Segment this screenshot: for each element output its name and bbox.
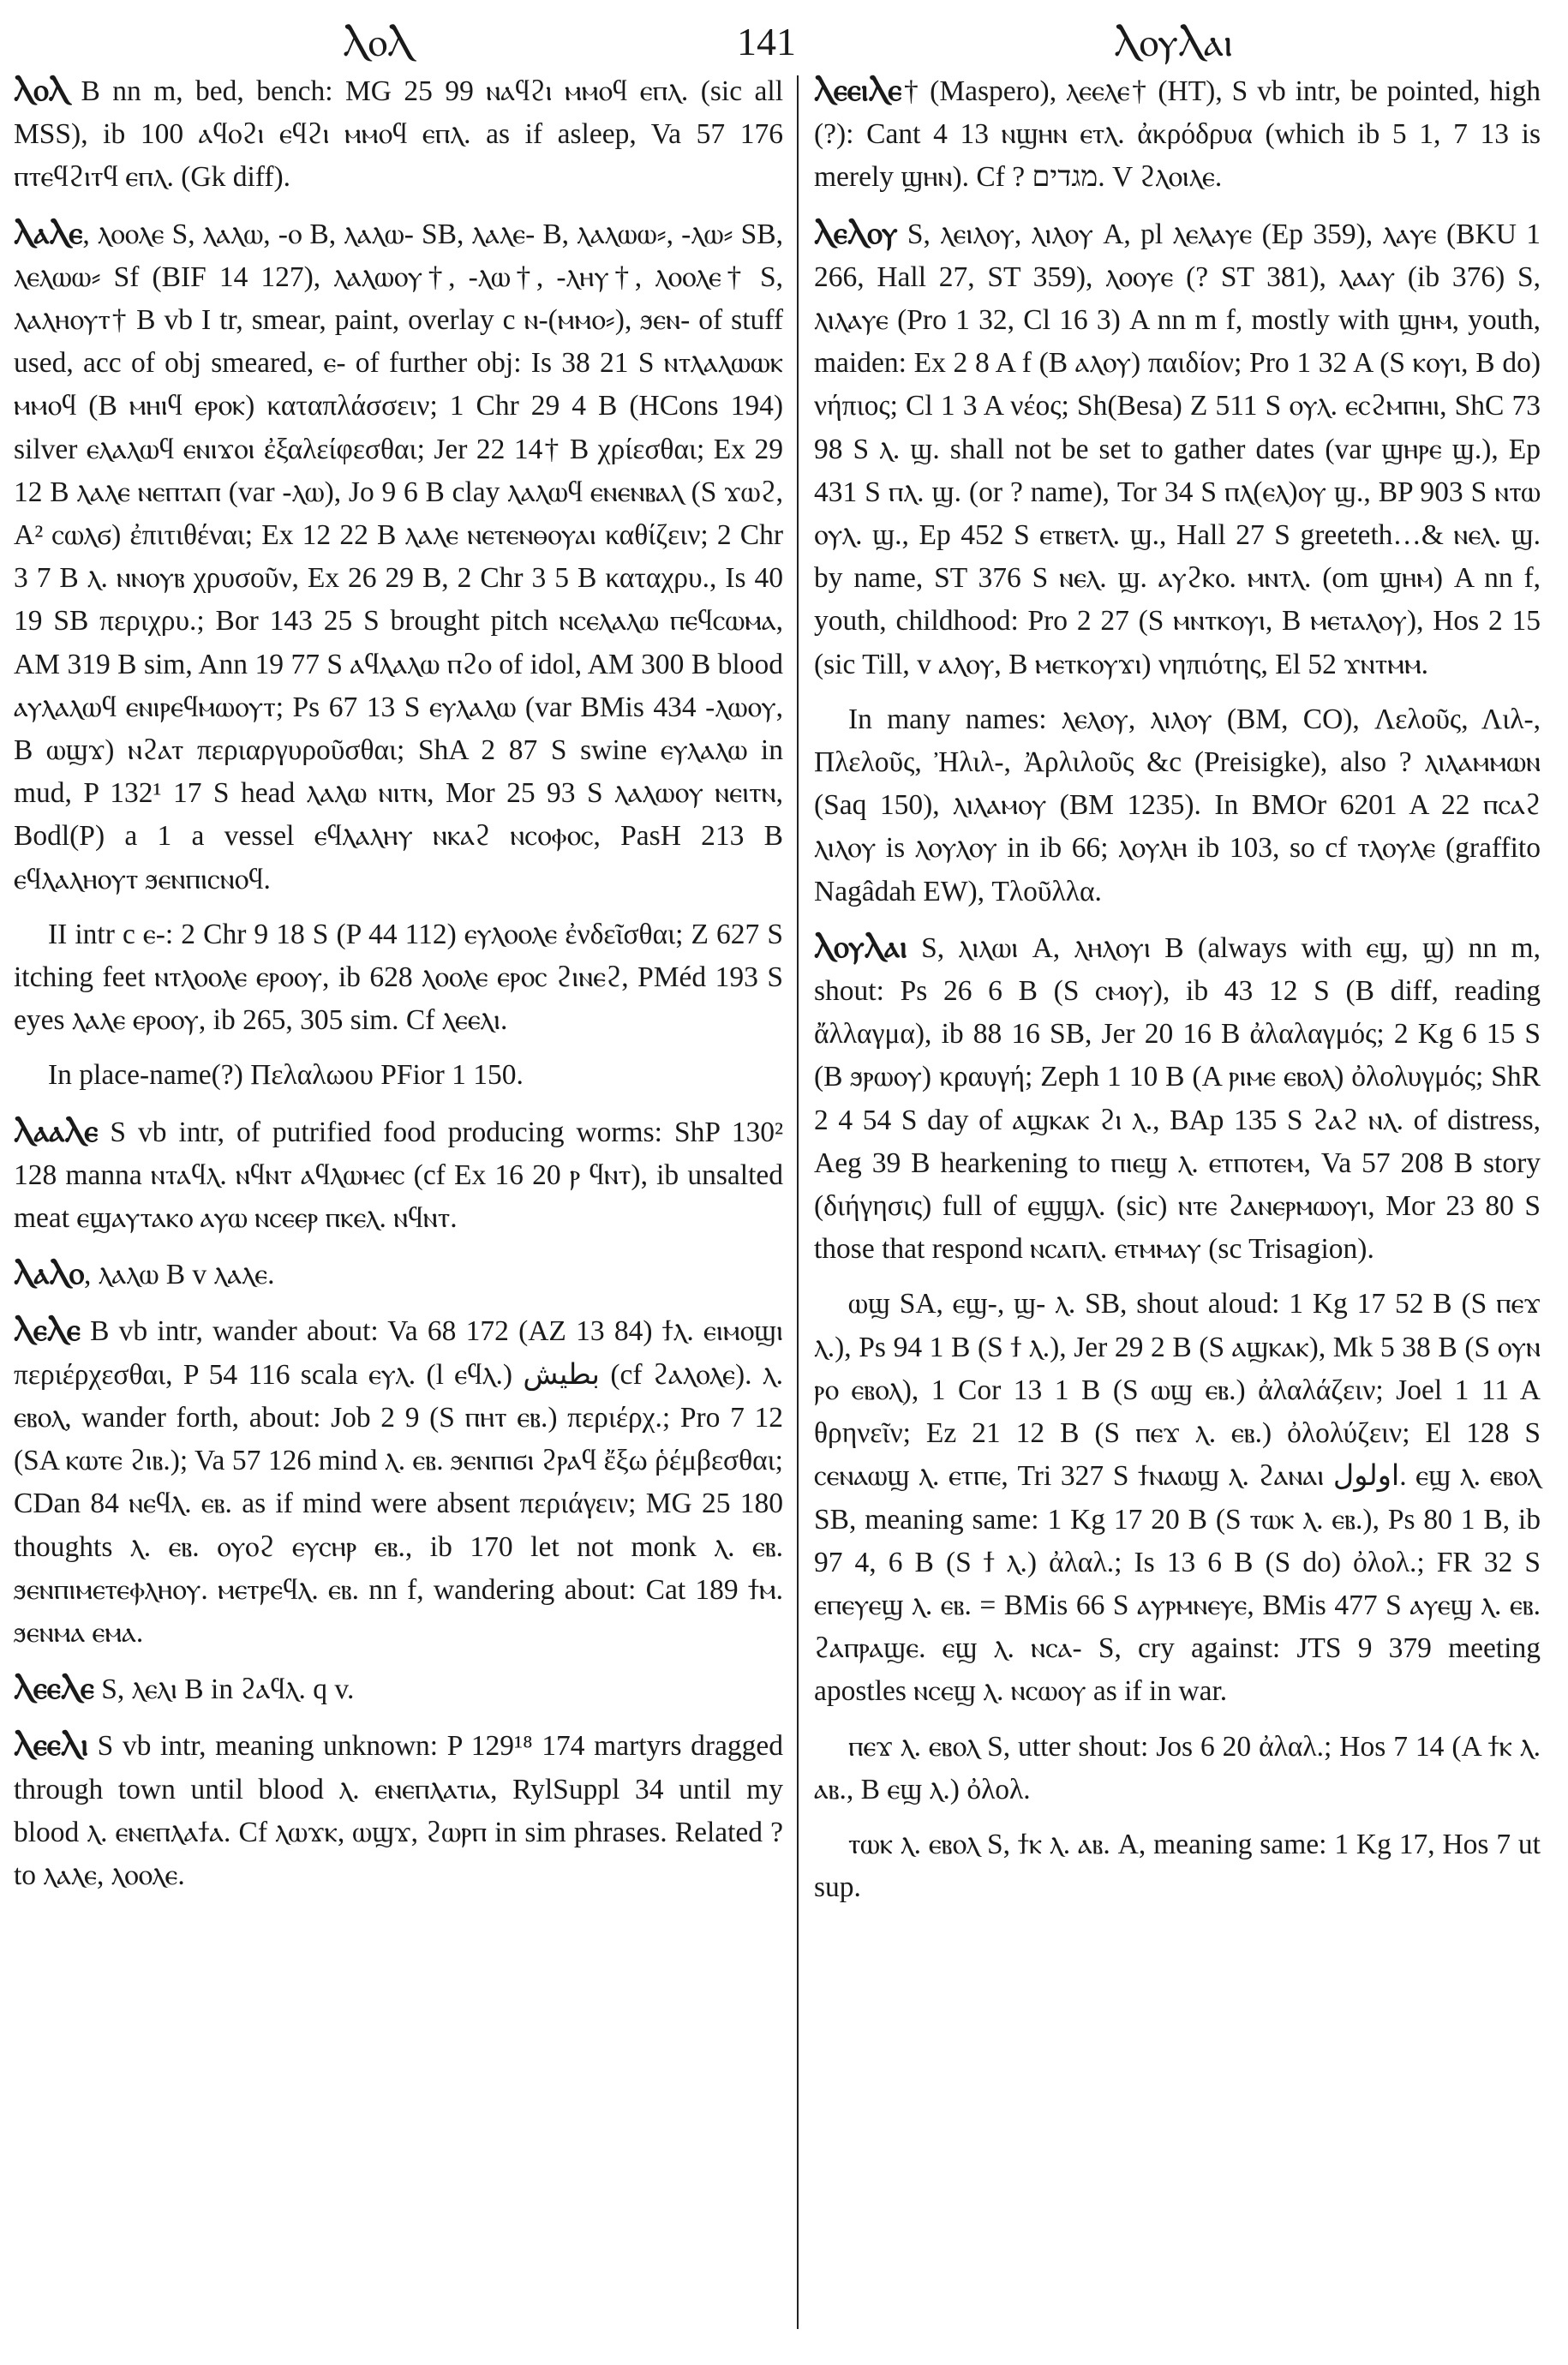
page-number: 141 bbox=[737, 20, 796, 63]
dictionary-entry bbox=[814, 212, 1541, 686]
dictionary-entry bbox=[14, 1110, 783, 1241]
entry-headword: ⲖⲁⲁⲖⲉ bbox=[14, 1112, 99, 1149]
dictionary-entry bbox=[14, 212, 783, 901]
entry-headword: ⲖⲉⲉⲖⲓ bbox=[14, 1727, 88, 1763]
right-column bbox=[814, 69, 1541, 1921]
entry-text: † (Maspero), ⲗⲉⲉⲗⲉ† (HT), S vb intr, be pointed, high (?): Cant 4 13 ⲛϣⲏⲛ ⲉⲧⲗ. ἀκρόδρυα (which ib 5 1, 7 13 is merely ϣⲏⲛ). Cf ? מגדים. V ϩⲗⲟⲓⲗⲉ. bbox=[814, 75, 1541, 194]
entry-headword: ⲖⲟⲖ bbox=[14, 72, 69, 108]
dictionary-entry bbox=[14, 1054, 783, 1097]
entry-text: S, ⲗⲉⲓⲗⲟⲩ, ⲗⲓⲗⲟⲩ A, pl ⲗⲉⲗⲁⲩⲉ (Ep 359), ⲗⲁⲩⲉ (BKU 1 266, Hall 27, ST 359), ⲗⲟⲟⲩⲉ (? ST 381), ⲗⲁⲁⲩ (ib 376) S, ⲗⲓⲗⲁⲩⲉ (Pro 1 32, Cl 16 3) A nn m f, mostly with ϣⲏⲙ, youth, maiden: Ex 2 8 A f (B ⲁⲗⲟⲩ) παιδίον; Pro 1 32 A (S ⲕⲟⲩⲓ, B do) νήπιος; Cl 1 3 A νέος; Sh(Besa) Z 511 S ⲟⲩⲗ. ⲉⲥϩⲙⲡⲏⲓ, ShC 73 98 S ⲗ. ϣ. shall not be set to gather dates (var ϣⲏⲣⲉ ϣ.), Ep 431 S ⲡⲗ. ϣ. (or ? name), Tor 34 S ⲡⲗ(ⲉⲗ)ⲟⲩ ϣ., BP 903 S ⲛⲧⲱ ⲟⲩⲗ. ϣ., Ep 452 S ⲉⲧⲃⲉⲧⲗ. ϣ., Hall 27 S greeteth…& ⲛⲉⲗ. ϣ. by name, ST 376 S ⲛⲉⲗ. ϣ. ⲁⲩϩⲕⲟ. ⲙⲛⲧⲗ. (om ϣⲏⲙ) A nn f, youth, childhood: Pro 2 27 (S ⲙⲛⲧⲕⲟⲩⲓ, B ⲙⲉⲧⲁⲗⲟⲩ), Hos 2 15 (sic Till, v ⲁⲗⲟⲩ, B ⲙⲉⲧⲕⲟⲩϫⲓ) νηπιότης, El 52 ϫⲛⲧⲙⲙ. bbox=[814, 218, 1541, 680]
entry-text: In many names: ⲗⲉⲗⲟⲩ, ⲗⲓⲗⲟⲩ (BM, CO), Λελοῦς, Λιλ-, Πλελοῦς, Ἠλιλ-, Ἀρλιλοῦς &c (Preisigke), also ? ⲗⲓⲗⲁⲙⲙⲱⲛ (Saq 150), ⲗⲓⲗⲁⲙⲟⲩ (BM 1235). In BMOr 6201 A 22 ⲡⲥⲁϩ ⲗⲓⲗⲟⲩ is ⲗⲟⲩⲗⲟⲩ in ib 66; ⲗⲟⲩⲗⲏ ib 103, so cf ⲧⲗⲟⲩⲗⲉ (graffito Nagâdah EW), Τλοῦλλα. bbox=[814, 703, 1541, 907]
dictionary-entry bbox=[814, 69, 1541, 200]
entry-headword: ⲖⲁⲖⲉ bbox=[14, 214, 83, 251]
entry-text: S vb intr, of putrified food producing worms: ShP 130² 128 manna ⲛⲧⲁϥⲗ. ⲛϥⲛⲧ ⲁϥⲗⲱⲙⲉⲥ (cf Ex 16 20 ⲣ ϥⲛⲧ), ib unsalted meat ⲉϣⲁⲩⲧⲁⲕⲟ ⲁⲩⲱ ⲛⲥⲉⲉⲣ ⲡⲕⲉⲗ. ⲛϥⲛⲧ. bbox=[14, 1116, 783, 1235]
entry-text: In place-name(?) Πελαλωου PFior 1 150. bbox=[48, 1059, 524, 1092]
entry-headword: ⲖⲉⲉⲓⲖⲉ bbox=[814, 72, 902, 108]
entry-text: S vb intr, meaning unknown: P 129¹⁸ 174 martyrs dragged through town until blood ⲗ. ⲉⲛⲉⲡⲗⲁⲧⲓⲁ, RylSuppl 34 until my blood ⲗ. ⲉⲛⲉⲡⲗⲁϯⲁ. Cf ⲗⲱϫⲕ, ⲱϣϫ, ϩⲱⲣⲡ in sim phrases. Related ? to ⲗⲁⲗⲉ, ⲗⲟⲟⲗⲉ. bbox=[14, 1730, 783, 1891]
column-divider bbox=[797, 75, 799, 2329]
entry-headword: ⲖⲉⲉⲖⲉ bbox=[14, 1670, 94, 1707]
dictionary-entry bbox=[14, 69, 783, 200]
dictionary-entry bbox=[14, 1308, 783, 1655]
left-column bbox=[14, 69, 783, 1909]
entry-text: S, ⲗⲉⲗⲓ B in ϩⲁϥⲗ. q v. bbox=[93, 1673, 355, 1706]
entry-text: ⲧⲱⲕ ⲗ. ⲉⲃⲟⲗ S, ϯⲕ ⲗ. ⲁⲃ. A, meaning same: 1 Kg 17, Hos 7 ut sup. bbox=[814, 1828, 1541, 1904]
running-head-right: ⲖⲟⲩⲖⲁⲓ bbox=[1114, 19, 1233, 65]
dictionary-entry bbox=[14, 1667, 783, 1711]
entry-headword: ⲖⲉⲖⲉ bbox=[14, 1312, 81, 1349]
entry-text: II intr c ⲉ-: 2 Chr 9 18 S (P 44 112) ⲉⲩⲗⲟⲟⲗⲉ ἐνδεῖσθαι; Z 627 S itching feet ⲛⲧⲗⲟⲟⲗⲉ ⲉⲣⲟⲟⲩ, ib 628 ⲗⲟⲟⲗⲉ ⲉⲣⲟⲥ ϩⲓⲛⲉϩ, PMéd 193 S eyes ⲗⲁⲗⲉ ⲉⲣⲟⲟⲩ, ib 265, 305 sim. Cf ⲗⲉⲉⲗⲓ. bbox=[14, 918, 783, 1037]
page-header bbox=[0, 19, 1568, 70]
entry-text: ⲱϣ SA, ⲉϣ-, ϣ- ⲗ. SB, shout aloud: 1 Kg 17 52 B (S ⲡⲉϫ ⲗ.), Ps 94 1 B (S ϯ ⲗ.), Jer 29 2 B (S ⲁϣⲕⲁⲕ), Mk 5 38 B (S ⲟⲩⲛ ⲣⲟ ⲉⲃⲟⲗ), 1 Cor 13 1 B (S ⲱϣ ⲉⲃ.) ἀλαλάζειν; Joel 1 11 A θρηνεῖν; Ez 21 12 B (S ⲡⲉϫ ⲗ. ⲉⲃ.) ὀλολύζειν; El 128 S ⲥⲉⲛⲁⲱϣ ⲗ. ⲉⲧⲡⲉ, Tri 327 S ϯⲛⲁⲱϣ ⲗ. ϩⲁⲛⲁⲓ اولول. ⲉϣ ⲗ. ⲉⲃⲟⲗ SB, meaning same: 1 Kg 17 20 B (S ⲧⲱⲕ ⲗ. ⲉⲃ.), Ps 80 1 B, ib 97 4, 6 B (S ϯ ⲗ.) ἀλαλ.; Is 13 6 B (S do) ὀλολ.; FR 32 S ⲉⲡⲉⲩⲉϣ ⲗ. ⲉⲃ. = BMis 66 S ⲁⲩⲣⲙⲛⲉⲩⲉ, BMis 477 S ⲁⲩⲉϣ ⲗ. ⲉⲃ. ϩⲁⲡⲣⲁϣⲉ. ⲉϣ ⲗ. ⲛⲥⲁ- S, cry against: JTS 9 379 meeting apostles ⲛⲥⲉϣ ⲗ. ⲛⲥⲱⲟⲩ as if in war. bbox=[814, 1288, 1541, 1708]
entry-text: , ⲗⲁⲗⲱ B v ⲗⲁⲗⲉ. bbox=[84, 1259, 275, 1291]
dictionary-entry bbox=[814, 1726, 1541, 1811]
running-head-left: ⲖⲟⲖ bbox=[343, 19, 413, 65]
entry-headword: ⲖⲟⲩⲖⲁⲓ bbox=[814, 928, 907, 965]
entry-text: B vb intr, wander about: Va 68 172 (AZ 13 84) ϯⲗ. ⲉⲓⲙⲟϣⲓ περιέρχεσθαι, P 54 116 scala ⲉⲩⲗ. (l ⲉϥⲗ.) بطيش (cf ϩⲁⲗⲟⲗⲉ). ⲗ. ⲉⲃⲟⲗ, wander forth, about: Job 2 9 (S ⲡⲏⲧ ⲉⲃ.) περιέρχ.; Pro 7 12 (SA ⲕⲱⲧⲉ ϩⲓⲃ.); Va 57 126 mind ⲗ. ⲉⲃ. ϧⲉⲛⲡⲓϭⲓ ϩⲣⲁϥ ἔξω ῥέμβεσθαι; CDan 84 ⲛⲉϥⲗ. ⲉⲃ. as if mind were absent περιάγειν; MG 25 180 thoughts ⲗ. ⲉⲃ. ⲟⲩⲟϩ ⲉⲩⲥⲏⲣ ⲉⲃ., ib 170 let not monk ⲗ. ⲉⲃ. ϧⲉⲛⲡⲓⲙⲉⲧⲉⲫⲗⲏⲟⲩ. ⲙⲉⲧⲣⲉϥⲗ. ⲉⲃ. nn f, wandering about: Cat 189 ϯⲙ. ϧⲉⲛⲙⲁ ⲉⲙⲁ. bbox=[14, 1315, 783, 1649]
entry-headword: ⲖⲉⲖⲟⲩ bbox=[814, 214, 898, 251]
entry-text: ⲡⲉϫ ⲗ. ⲉⲃⲟⲗ S, utter shout: Jos 6 20 ἀλαλ.; Hos 7 14 (A ϯⲕ ⲗ. ⲁⲃ., B ⲉϣ ⲗ.) ὀλολ. bbox=[814, 1730, 1541, 1805]
entry-text: , ⲗⲟⲟⲗⲉ S, ⲗⲁⲗⲱ, -ⲟ B, ⲗⲁⲗⲱ- SB, ⲗⲁⲗⲉ- B, ⲗⲁⲗⲱⲱ⸗, -ⲗⲱ⸗ SB, ⲗⲉⲗⲱⲱ⸗ Sf (BIF 14 127), ⲗⲁⲗⲱⲟⲩ†, -ⲗⲱ†, -ⲗⲏⲩ†, ⲗⲟⲟⲗⲉ† S, ⲗⲁⲗⲏⲟⲩⲧ† B vb I tr, smear, paint, overlay c ⲛ-(ⲙⲙⲟ⸗), ϧⲉⲛ- of stuff used, acc of obj smeared, ⲉ- of further obj: Is 38 21 S ⲛⲧⲗⲁⲗⲱⲱⲕ ⲙⲙⲟϥ (B ⲙⲏⲓϥ ⲉⲣⲟⲕ) καταπλάσσειν; 1 Chr 29 4 B (HCons 194) silver ⲉⲗⲁⲗⲱϥ ⲉⲛⲓϫⲟⲓ ἐξαλείφεσθαι; Jer 22 14† B χρίεσθαι; Ex 29 12 B ⲗⲁⲗⲉ ⲛⲉⲡⲧⲁⲡ (var -ⲗⲱ), Jo 9 6 B clay ⲗⲁⲗⲱϥ ⲉⲛⲉⲛⲃⲁⲗ (S ϫⲱϩ, A² ⲥⲱⲗϭ) ἐπιτιθέναι; Ex 12 22 B ⲗⲁⲗⲉ ⲛⲉⲧⲉⲛⲑⲟⲩⲁⲓ καθίζειν; 2 Chr 3 7 B ⲗ. ⲛⲛⲟⲩⲃ χρυσοῦν, Ex 26 29 B, 2 Chr 3 5 B καταχρυ., Is 40 19 SB περιχρυ.; Bor 143 25 S brought pitch ⲛⲥⲉⲗⲁⲗⲱ ⲡⲉϥⲥⲱⲙⲁ, AM 319 B sim, Ann 19 77 S ⲁϥⲗⲁⲗⲱ ⲡϩⲟ of idol, AM 300 B blood ⲁⲩⲗⲁⲗⲱϥ ⲉⲛⲓⲣⲉϥⲙⲱⲟⲩⲧ; Ps 67 13 S ⲉⲩⲗⲁⲗⲱ (var BMis 434 -ⲗⲱⲟⲩ, B ⲱϣϫ) ⲛϩⲁⲧ περιαργυροῦσθαι; ShA 2 87 S swine ⲉⲩⲗⲁⲗⲱ in mud, P 132¹ 17 S head ⲗⲁⲗⲱ ⲛⲓⲧⲛ, Mor 25 93 S ⲗⲁⲗⲱⲟⲩ ⲛⲉⲓⲧⲛ, Bodl(P) a 1 a vessel ⲉϥⲗⲁⲗⲏⲩ ⲛⲕⲁϩ ⲛⲥⲟⲫⲟⲥ, PasH 213 B ⲉϥⲗⲁⲗⲏⲟⲩⲧ ϧⲉⲛⲡⲓⲥⲛⲟϥ. bbox=[14, 218, 783, 895]
entry-headword: ⲖⲁⲖⲟ bbox=[14, 1255, 85, 1292]
entry-text: S, ⲗⲓⲗⲱⲓ A, ⲗⲏⲗⲟⲩⲓ B (always with ⲉϣ, ϣ) nn m, shout: Ps 26 6 B (S ⲥⲙⲟⲩ), ib 43 12 S (B diff, reading ἄλλαγμα), ib 88 16 SB, Jer 20 16 B ἀλαλαγμός; 2 Kg 6 15 S (B ϧⲣⲱⲟⲩ) κραυγή; Zeph 1 10 B (A ⲣⲓⲙⲉ ⲉⲃⲟⲗ) ὀλολυγμός; ShR 2 4 54 S day of ⲁϣⲕⲁⲕ ϩⲓ ⲗ., BAp 135 S ϩⲁϩ ⲛⲗ. of distress, Aeg 39 B hearkening to ⲡⲓⲉϣ ⲗ. ⲉⲧⲡⲟⲧⲉⲙ, Va 57 208 B story (διήγησις) full of ⲉϣϣⲗ. (sic) ⲛⲧⲉ ϩⲁⲛⲉⲣⲙⲱⲟⲩⲓ, Mor 23 80 S those that respond ⲛⲥⲁⲡⲗ. ⲉⲧⲙⲙⲁⲩ (sc Trisagion). bbox=[814, 931, 1541, 1266]
entry-text: B nn m, bed, bench: MG 25 99 ⲛⲁϥϩⲓ ⲙⲙⲟϥ ⲉⲡⲗ. (sic all MSS), ib 100 ⲁϥⲟϩⲓ ⲉϥϩⲓ ⲙⲙⲟϥ ⲉⲡⲗ. as if asleep, Va 57 176 ⲡⲧⲉϥϩⲓⲧϥ ⲉⲡⲗ. (Gk diff). bbox=[14, 75, 783, 194]
dictionary-entry bbox=[14, 1252, 783, 1296]
dictionary-entry bbox=[14, 1723, 783, 1897]
dictionary-entry bbox=[814, 698, 1541, 913]
dictionary-entry bbox=[814, 925, 1541, 1272]
dictionary-entry bbox=[14, 913, 783, 1043]
dictionary-entry bbox=[814, 1823, 1541, 1909]
dictionary-entry bbox=[814, 1283, 1541, 1713]
